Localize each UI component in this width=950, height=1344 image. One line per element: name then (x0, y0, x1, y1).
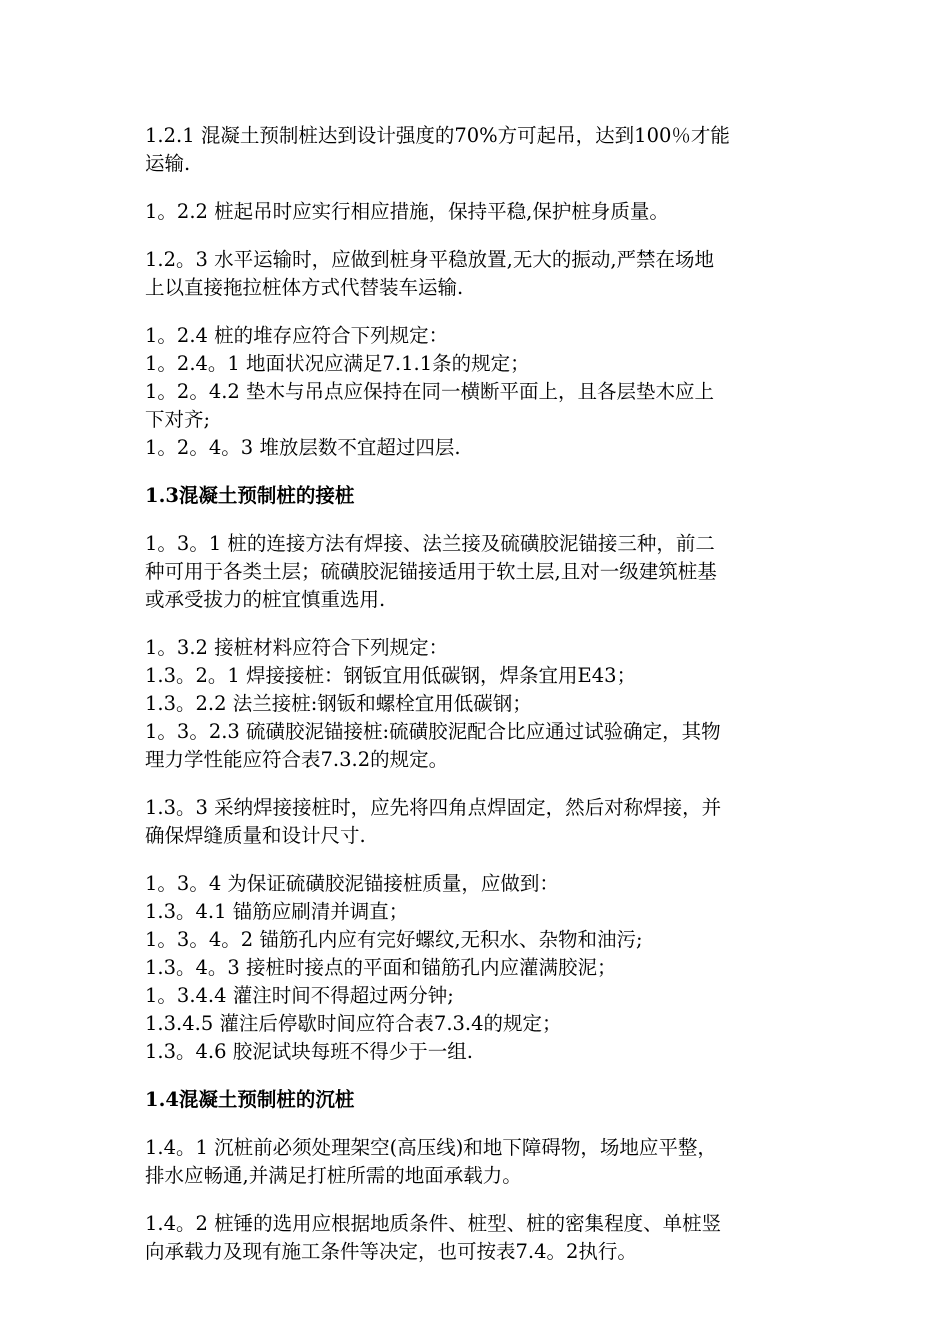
text-line: 理力学性能应符合表7.3.2的规定。 (145, 748, 449, 771)
text-line: 1.3。4.6 胶泥试块每班不得少于一组. (145, 1040, 473, 1063)
section-heading-1-3 (145, 482, 810, 510)
text-line: 1。2.4。1 地面状况应满足7.1.1条的规定； (145, 352, 530, 375)
paragraph-1-3-4 (145, 870, 810, 1066)
text-line: 排水应畅通,并满足打桩所需的地面承载力。 (145, 1164, 522, 1187)
text-line: 确保焊缝质量和设计尺寸. (145, 824, 366, 847)
text-line: 1.3.4.5 灌注后停歇时间应符合表7.3.4的规定； (145, 1012, 562, 1035)
text-line: 1.2.1 混凝土预制桩达到设计强度的70%方可起吊，达到100％才能 (145, 124, 730, 147)
text-line: 1。3。4。2 锚筋孔内应有完好螺纹,无积水、杂物和油污; (145, 928, 643, 951)
text-line: 1。3。2.3 硫磺胶泥锚接桩:硫磺胶泥配合比应通过试验确定，其物 (145, 720, 721, 743)
paragraph-1-4-2 (145, 1210, 810, 1266)
paragraph-1-2-2 (145, 198, 810, 226)
text-line: 向承载力及现有施工条件等决定，也可按表7.4。2执行。 (145, 1240, 637, 1263)
paragraph-1-3-2 (145, 634, 810, 774)
paragraph-1-2-4 (145, 322, 810, 462)
text-line: 1。2.4 桩的堆存应符合下列规定： (145, 324, 449, 347)
text-line: 1.3。2.2 法兰接桩:钢钣和螺栓宜用低碳钢； (145, 692, 532, 715)
text-line: 1.3。2。1 焊接接桩：钢钣宜用低碳钢，焊条宜用E43； (145, 664, 637, 687)
text-line: 1。3。1 桩的连接方法有焊接、法兰接及硫磺胶泥锚接三种，前二 (145, 532, 715, 555)
text-line: 1.3。4.1 锚筋应刷清并调直； (145, 900, 409, 923)
text-line: 1。2。4。3 堆放层数不宜超过四层. (145, 436, 461, 459)
text-line: 1。2.2 桩起吊时应实行相应措施，保持平稳,保护桩身质量。 (145, 200, 669, 223)
paragraph-1-2-1 (145, 122, 810, 178)
text-line: 1.3。3 采纳焊接接桩时，应先将四角点焊固定，然后对称焊接，并 (145, 796, 722, 819)
paragraph-1-2-3 (145, 246, 810, 302)
heading-text: 1.4混凝土预制桩的沉桩 (145, 1088, 355, 1111)
text-line: 或承受拔力的桩宜慎重选用. (145, 588, 386, 611)
document-page (145, 122, 810, 1286)
section-heading-1-4 (145, 1086, 810, 1114)
text-line: 1.2。3 水平运输时，应做到桩身平稳放置,无大的振动,严禁在场地 (145, 248, 715, 271)
text-line: 1.4。2 桩锤的选用应根据地质条件、桩型、桩的密集程度、单桩竖 (145, 1212, 722, 1235)
text-line: 1.4。1 沉桩前必须处理架空(高压线)和地下障碍物，场地应平整， (145, 1136, 717, 1159)
text-line: 1。3.2 接桩材料应符合下列规定： (145, 636, 449, 659)
heading-text: 1.3混凝土预制桩的接桩 (145, 484, 355, 507)
text-line: 上以直接拖拉桩体方式代替装车运输. (145, 276, 464, 299)
text-line: 1。3。4 为保证硫磺胶泥锚接桩质量，应做到： (145, 872, 559, 895)
text-line: 1.3。4。3 接桩时接点的平面和锚筋孔内应灌满胶泥； (145, 956, 617, 979)
text-line: 下对齐; (145, 408, 211, 431)
paragraph-1-3-1 (145, 530, 810, 614)
paragraph-1-4-1 (145, 1134, 810, 1190)
paragraph-1-3-3 (145, 794, 810, 850)
text-line: 种可用于各类土层；硫磺胶泥锚接适用于软土层,且对一级建筑桩基 (145, 560, 717, 583)
text-line: 1。3.4.4 灌注时间不得超过两分钟; (145, 984, 454, 1007)
text-line: 运输. (145, 152, 191, 175)
text-line: 1。2。4.2 垫木与吊点应保持在同一横断平面上，且各层垫木应上 (145, 380, 715, 403)
